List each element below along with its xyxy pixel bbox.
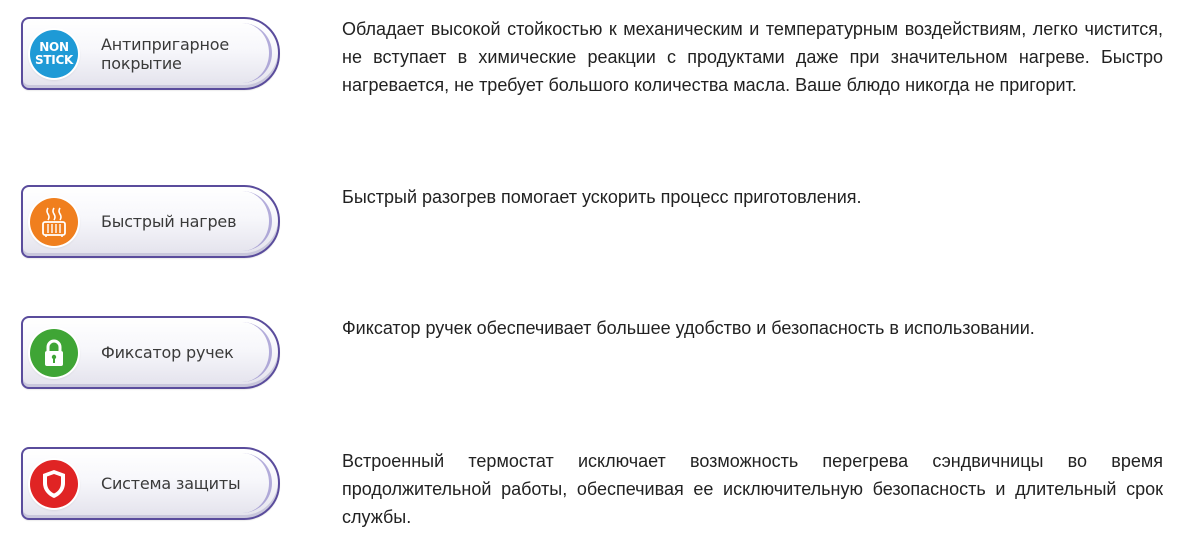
feature-description: Быстрый разогрев помогает ускорить процесс приготовления. xyxy=(342,187,862,207)
lock-icon xyxy=(30,329,78,377)
feature-description: Обладает высокой стойкостью к механическим и температурным воздействиям, легко чистится, не вступает в химические реакции с продуктами даже при значительном нагреве. Быстро нагревается, не требует большого количества масла. Ваше блюдо никогда не пригорит. xyxy=(342,19,1163,95)
badge-label: Система защиты xyxy=(101,474,241,493)
feature-description: Встроенный термостат исключает возможность перегрева сэндвичницы во время продолжительной работы, обеспечивая ее исключительную безопасность и длительный срок службы. xyxy=(342,451,1163,527)
non-stick-icon-text-top: NON xyxy=(39,40,69,54)
feature-description: Фиксатор ручек обеспечивает большее удобство и безопасность в использовании. xyxy=(342,318,1035,338)
badge-non-stick xyxy=(21,17,280,90)
non-stick-icon-text-bottom: STICK xyxy=(35,53,73,67)
badge-protection xyxy=(21,447,280,520)
badge-handle-lock xyxy=(21,316,280,389)
badge-label: Фиксатор ручек xyxy=(101,343,234,362)
badge-label: Антипригарное покрытие xyxy=(101,34,230,73)
badge-fast-heating xyxy=(21,185,280,258)
non-stick-icon xyxy=(30,30,78,78)
heater-icon xyxy=(30,198,78,246)
shield-icon xyxy=(30,460,78,508)
badge-label: Быстрый нагрев xyxy=(101,212,237,231)
